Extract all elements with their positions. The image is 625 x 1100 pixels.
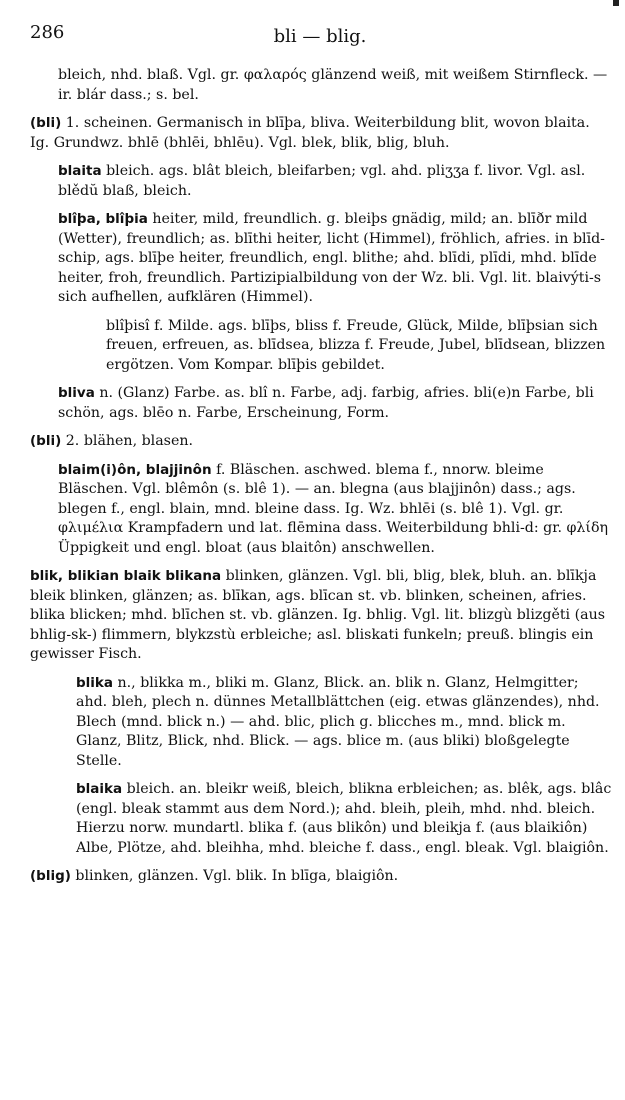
corner-mark xyxy=(613,0,619,6)
entry-paragraph xyxy=(30,114,612,153)
entries-body xyxy=(30,66,612,896)
dictionary-entry xyxy=(30,317,612,376)
entry-paragraph xyxy=(30,432,612,452)
entry-paragraph xyxy=(58,384,612,423)
entry-text: blinken, glänzen. Vgl. blik. In blīga, blaigiôn. xyxy=(70,868,399,884)
entry-paragraph xyxy=(58,162,612,201)
entry-text: blîþisî f. Milde. ags. blīþs, bliss f. Freude, Glück, Milde, blīþsian sich freuen, erfreuen, as. blīdsea, blizza f. Freude, Jubel, blīdsean, blizzen ergötzen. Vom Kompar. blīþis gebildet. xyxy=(106,317,606,373)
dictionary-entry xyxy=(30,780,612,858)
entry-text: n., blikka m., bliki m. Glanz, Blick. an. blik n. Glanz, Helmgitter; ahd. bleh, plech n. dünnes Metallblättchen (eig. etwas glänzendes), nhd. Blech (mnd. blick n.) — ahd. blic, plich g. blicches m., mnd. blick m. Glanz, Blitz, Blick, nhd. Blick. — ags. blice m. (aus bliki) bloßgelegte Stelle. xyxy=(76,674,600,769)
entry-text: bleich, nhd. blaß. Vgl. gr. φαλαρός glänzend weiß, mit weißem Stirnfleck. — ir. blár dass.; s. bel. xyxy=(58,67,608,103)
dictionary-entry xyxy=(30,210,612,308)
entry-headword: (bli) xyxy=(30,433,62,449)
entry-headword: blaita xyxy=(58,163,102,179)
page-title: bli — blig. xyxy=(273,26,367,47)
dictionary-entry xyxy=(30,461,612,559)
entry-headword: blik, blikian blaik blikana xyxy=(30,568,222,584)
entry-paragraph xyxy=(30,567,612,665)
entry-paragraph xyxy=(106,317,612,376)
entry-headword: bliva xyxy=(58,385,95,401)
dictionary-entry xyxy=(30,867,612,887)
dictionary-entry xyxy=(30,432,612,452)
dictionary-entry xyxy=(30,384,612,423)
entry-text: n. (Glanz) Farbe. as. blî n. Farbe, adj. farbig, afries. bli(e)n Farbe, bli schön, ags. blēo n. Farbe, Erscheinung, Form. xyxy=(58,385,594,421)
entry-text: blinken, glänzen. Vgl. bli, blig, blek, bluh. an. blīkja bleik blinken, glänzen; as. blīkan, ags. blīcan st. vb. blinken, scheinen, afries. blika blicken; mhd. blīchen st. vb. glänzen. Ig. bhlig. Vgl. lit. blizgù blizgěti (aus bhlig-sk-) flimmern, blykzstù erbleiche; asl. bliskati funkeln; preuß. blingis ein gewisser Fisch. xyxy=(30,568,605,662)
page-header xyxy=(30,20,610,48)
dictionary-entry xyxy=(30,674,612,772)
entry-text: f. Bläschen. aschwed. blema f., nnorw. bleime Bläschen. Vgl. blêmôn (s. blê 1). — an. blegna (aus blajjinôn) dass.; ags. blegen f., engl. blain, mnd. bleine dass. Ig. Wz. bhlēi (s. blê 1). Vgl. gr. φλιμέλια Krampfadern und lat. flēmina dass. Weiterbildung bhli-d: gr. φλίδη Üppigkeit und engl. bloat (aus blaitôn) anschwellen. xyxy=(58,461,609,556)
entry-headword: (bli) xyxy=(30,115,62,131)
entry-paragraph xyxy=(30,867,612,887)
entry-headword: blîþa, blîþia xyxy=(58,211,148,227)
dictionary-entry xyxy=(30,114,612,153)
entry-headword: blaim(i)ôn, blajjinôn xyxy=(58,461,212,478)
entry-text: 2. blähen, blasen. xyxy=(61,433,193,449)
dictionary-entry xyxy=(30,162,612,201)
entry-text: heiter, mild, freundlich. g. bleiþs gnädig, mild; an. blīðr mild (Wetter), freundlich; as. blīthi heiter, licht (Himmel), fröhlich, afries. in blīd-schip, ags. blīþe heiter, freundlich, engl. blithe; ahd. blīdi, plīdi, mhd. blīde heiter, froh, freundlich. Partizipialbildung von der Wz. bli. Vgl. lit. blaivýti-s sich aufhellen, aufklären (Himmel). xyxy=(58,211,605,305)
entry-paragraph xyxy=(58,461,612,559)
dictionary-entry xyxy=(30,66,612,105)
dictionary-entry xyxy=(30,567,612,665)
entry-text: bleich. ags. blât bleich, bleifarben; vgl. ahd. pliʒʒa f. livor. Vgl. asl. blědŭ blaß, bleich. xyxy=(58,163,586,199)
entry-text: 1. scheinen. Germanisch in blīþa, bliva. Weiterbildung blit, wovon blaita. Ig. Grundwz. bhlē (bhlēi, bhlēu). Vgl. blek, blik, blig, bluh. xyxy=(30,115,590,151)
entry-paragraph xyxy=(58,210,612,308)
entry-headword: blaika xyxy=(76,781,123,797)
entry-headword: (blig) xyxy=(30,868,71,884)
entry-headword: blika xyxy=(76,674,114,691)
entry-paragraph xyxy=(76,780,612,858)
entry-paragraph xyxy=(76,674,612,772)
entry-paragraph xyxy=(58,66,612,105)
page-number: 286 xyxy=(30,22,65,43)
entry-text: bleich. an. bleikr weiß, bleich, blikna erbleichen; as. blêk, ags. blâc (engl. bleak stammt aus dem Nord.); ahd. bleih, pleih, mhd. nhd. bleich. Hierzu norw. mundartl. blika f. (aus blikôn) und bleikja f. (aus blaikiôn) Albe, Plötze, ahd. bleihha, mhd. bleiche f. dass., engl. bleak. Vgl. blaigiôn. xyxy=(76,781,612,856)
